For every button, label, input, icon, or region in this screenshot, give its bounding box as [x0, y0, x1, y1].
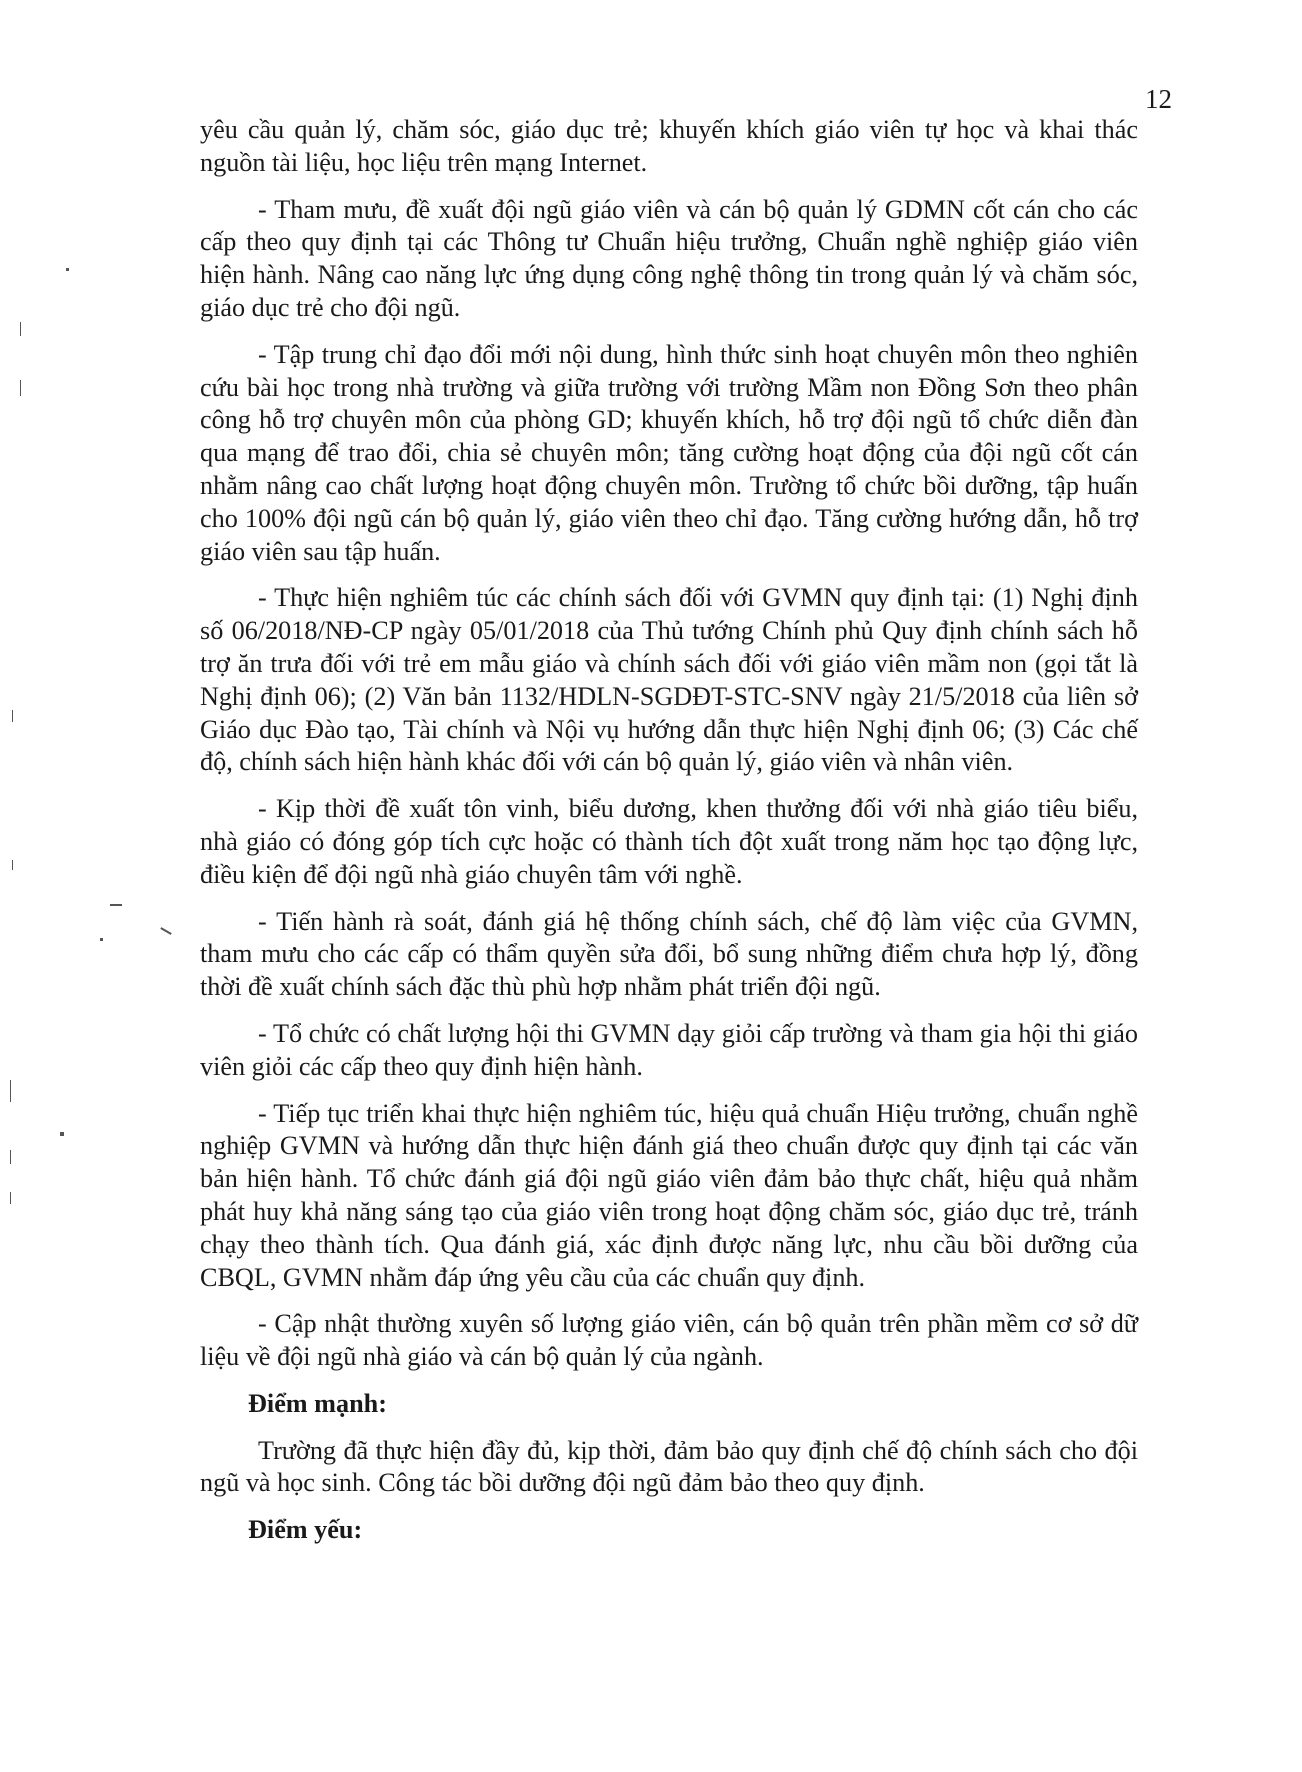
scan-artifact-tick — [10, 1080, 11, 1102]
strengths-text: Trường đã thực hiện đầy đủ, kịp thời, đảm bảo quy định chế độ chính sách cho đội ngũ và học sinh. Công tác bồi dưỡng đội ngũ đảm bảo theo quy định. — [200, 1435, 1138, 1498]
scan-artifact-dot — [66, 268, 69, 271]
paragraph-continuation: yêu cầu quản lý, chăm sóc, giáo dục trẻ; khuyến khích giáo viên tự học và khai thác nguồn tài liệu, học liệu trên mạng Internet. — [200, 115, 1138, 177]
paragraph-teacher-contest: - Tổ chức có chất lượng hội thi GVMN dạy giỏi cấp trường và tham gia hội thi giáo viên giỏi các cấp theo quy định hiện hành. — [200, 1018, 1138, 1081]
scan-artifact-tick — [10, 1150, 11, 1164]
scan-artifact-tick — [10, 1192, 11, 1204]
scan-artifact-tick — [20, 380, 21, 396]
scan-artifact-tick — [12, 710, 13, 722]
paragraph-professional-activities: - Tập trung chỉ đạo đổi mới nội dung, hình thức sinh hoạt chuyên môn theo nghiên cứu bài học trong nhà trường và giữa trường với trường Mầm non Đồng Sơn theo phân công hỗ trợ chuyên môn của phòng GD; khuyến khích, hỗ trợ đội ngũ tổ chức diễn đàn qua mạng để trao đổi, chia sẻ chuyên môn; tăng cường hoạt động của đội ngũ cốt cán nhằm nâng cao chất lượng hoạt động chuyên môn. Trường tổ chức bồi dưỡng, tập huấn cho 100% đội ngũ cán bộ quản lý, giáo viên theo chỉ đạo. Tăng cường hướng dẫn, hỗ trợ giáo viên sau tập huấn. — [200, 339, 1138, 566]
scan-artifact-dot — [100, 938, 103, 941]
scan-artifact-tick — [20, 322, 21, 336]
paragraph-policy-review: - Tiến hành rà soát, đánh giá hệ thống chính sách, chế độ làm việc của GVMN, tham mưu cho các cấp có thẩm quyền sửa đổi, bổ sung những điểm chưa hợp lý, đồng thời đề xuất chính sách đặc thù phù hợp nhằm phát triển đội ngũ. — [200, 906, 1138, 1002]
scan-artifact-tick — [12, 860, 13, 870]
paragraph-standards-evaluation: - Tiếp tục triển khai thực hiện nghiêm túc, hiệu quả chuẩn Hiệu trưởng, chuẩn nghề nghiệp GVMN và hướng dẫn thực hiện đánh giá theo chuẩn được quy định tại các văn bản hiện hành. Tổ chức đánh giá đội ngũ giáo viên đảm bảo thực chất, hiệu quả nhằm phát huy khả năng sáng tạo của giáo viên trong hoạt động chăm sóc, giáo dục trẻ, tránh chạy theo thành tích. Qua đánh giá, xác định được năng lực, nhu cầu bồi dưỡng của CBQL, GVMN nhằm đáp ứng yêu cầu của các chuẩn quy định. — [200, 1098, 1138, 1292]
paragraph-staff-proposal: - Tham mưu, đề xuất đội ngũ giáo viên và cán bộ quản lý GDMN cốt cán cho các cấp theo quy định tại các Thông tư Chuẩn hiệu trưởng, Chuẩn nghề nghiệp giáo viên hiện hành. Nâng cao năng lực ứng dụng công nghệ thông tin trong quản lý và chăm sóc, giáo dục trẻ cho đội ngũ. — [200, 194, 1138, 322]
strengths-heading: Điểm mạnh: — [248, 1388, 387, 1418]
scan-artifact-tick — [160, 927, 171, 935]
weaknesses-heading: Điểm yếu: — [248, 1515, 363, 1545]
paragraph-database-update: - Cập nhật thường xuyên số lượng giáo viên, cán bộ quản trên phần mềm cơ sở dữ liệu về đội ngũ nhà giáo và cán bộ quản lý của ngành. — [200, 1309, 1138, 1372]
document-body — [200, 114, 1138, 1561]
scan-artifact-dot — [60, 1132, 64, 1136]
paragraph-rewards: - Kịp thời đề xuất tôn vinh, biểu dương, khen thưởng đối với nhà giáo tiêu biểu, nhà giáo có đóng góp tích cực hoặc có thành tích đột xuất trong năm học tạo động lực, điều kiện để đội ngũ nhà giáo chuyên tâm với nghề. — [200, 794, 1138, 889]
scan-artifact-dot — [110, 904, 122, 906]
paragraph-policies: - Thực hiện nghiêm túc các chính sách đối với GVMN quy định tại: (1) Nghị định số 06/2018/NĐ-CP ngày 05/01/2018 của Thủ tướng Chính phủ Quy định chính sách hỗ trợ ăn trưa đối với trẻ em mẫu giáo và chính sách đối với giáo viên mầm non (gọi tắt là Nghị định 06); (2) Văn bản 1132/HDLN-SGDĐT-STC-SNV ngày 21/5/2018 của liên sở Giáo dục Đào tạo, Tài chính và Nội vụ hướng dẫn thực hiện Nghị định 06; (3) Các chế độ, chính sách hiện hành khác đối với cán bộ quản lý, giáo viên và nhân viên. — [200, 583, 1138, 777]
page-number: 12 — [1145, 84, 1172, 114]
